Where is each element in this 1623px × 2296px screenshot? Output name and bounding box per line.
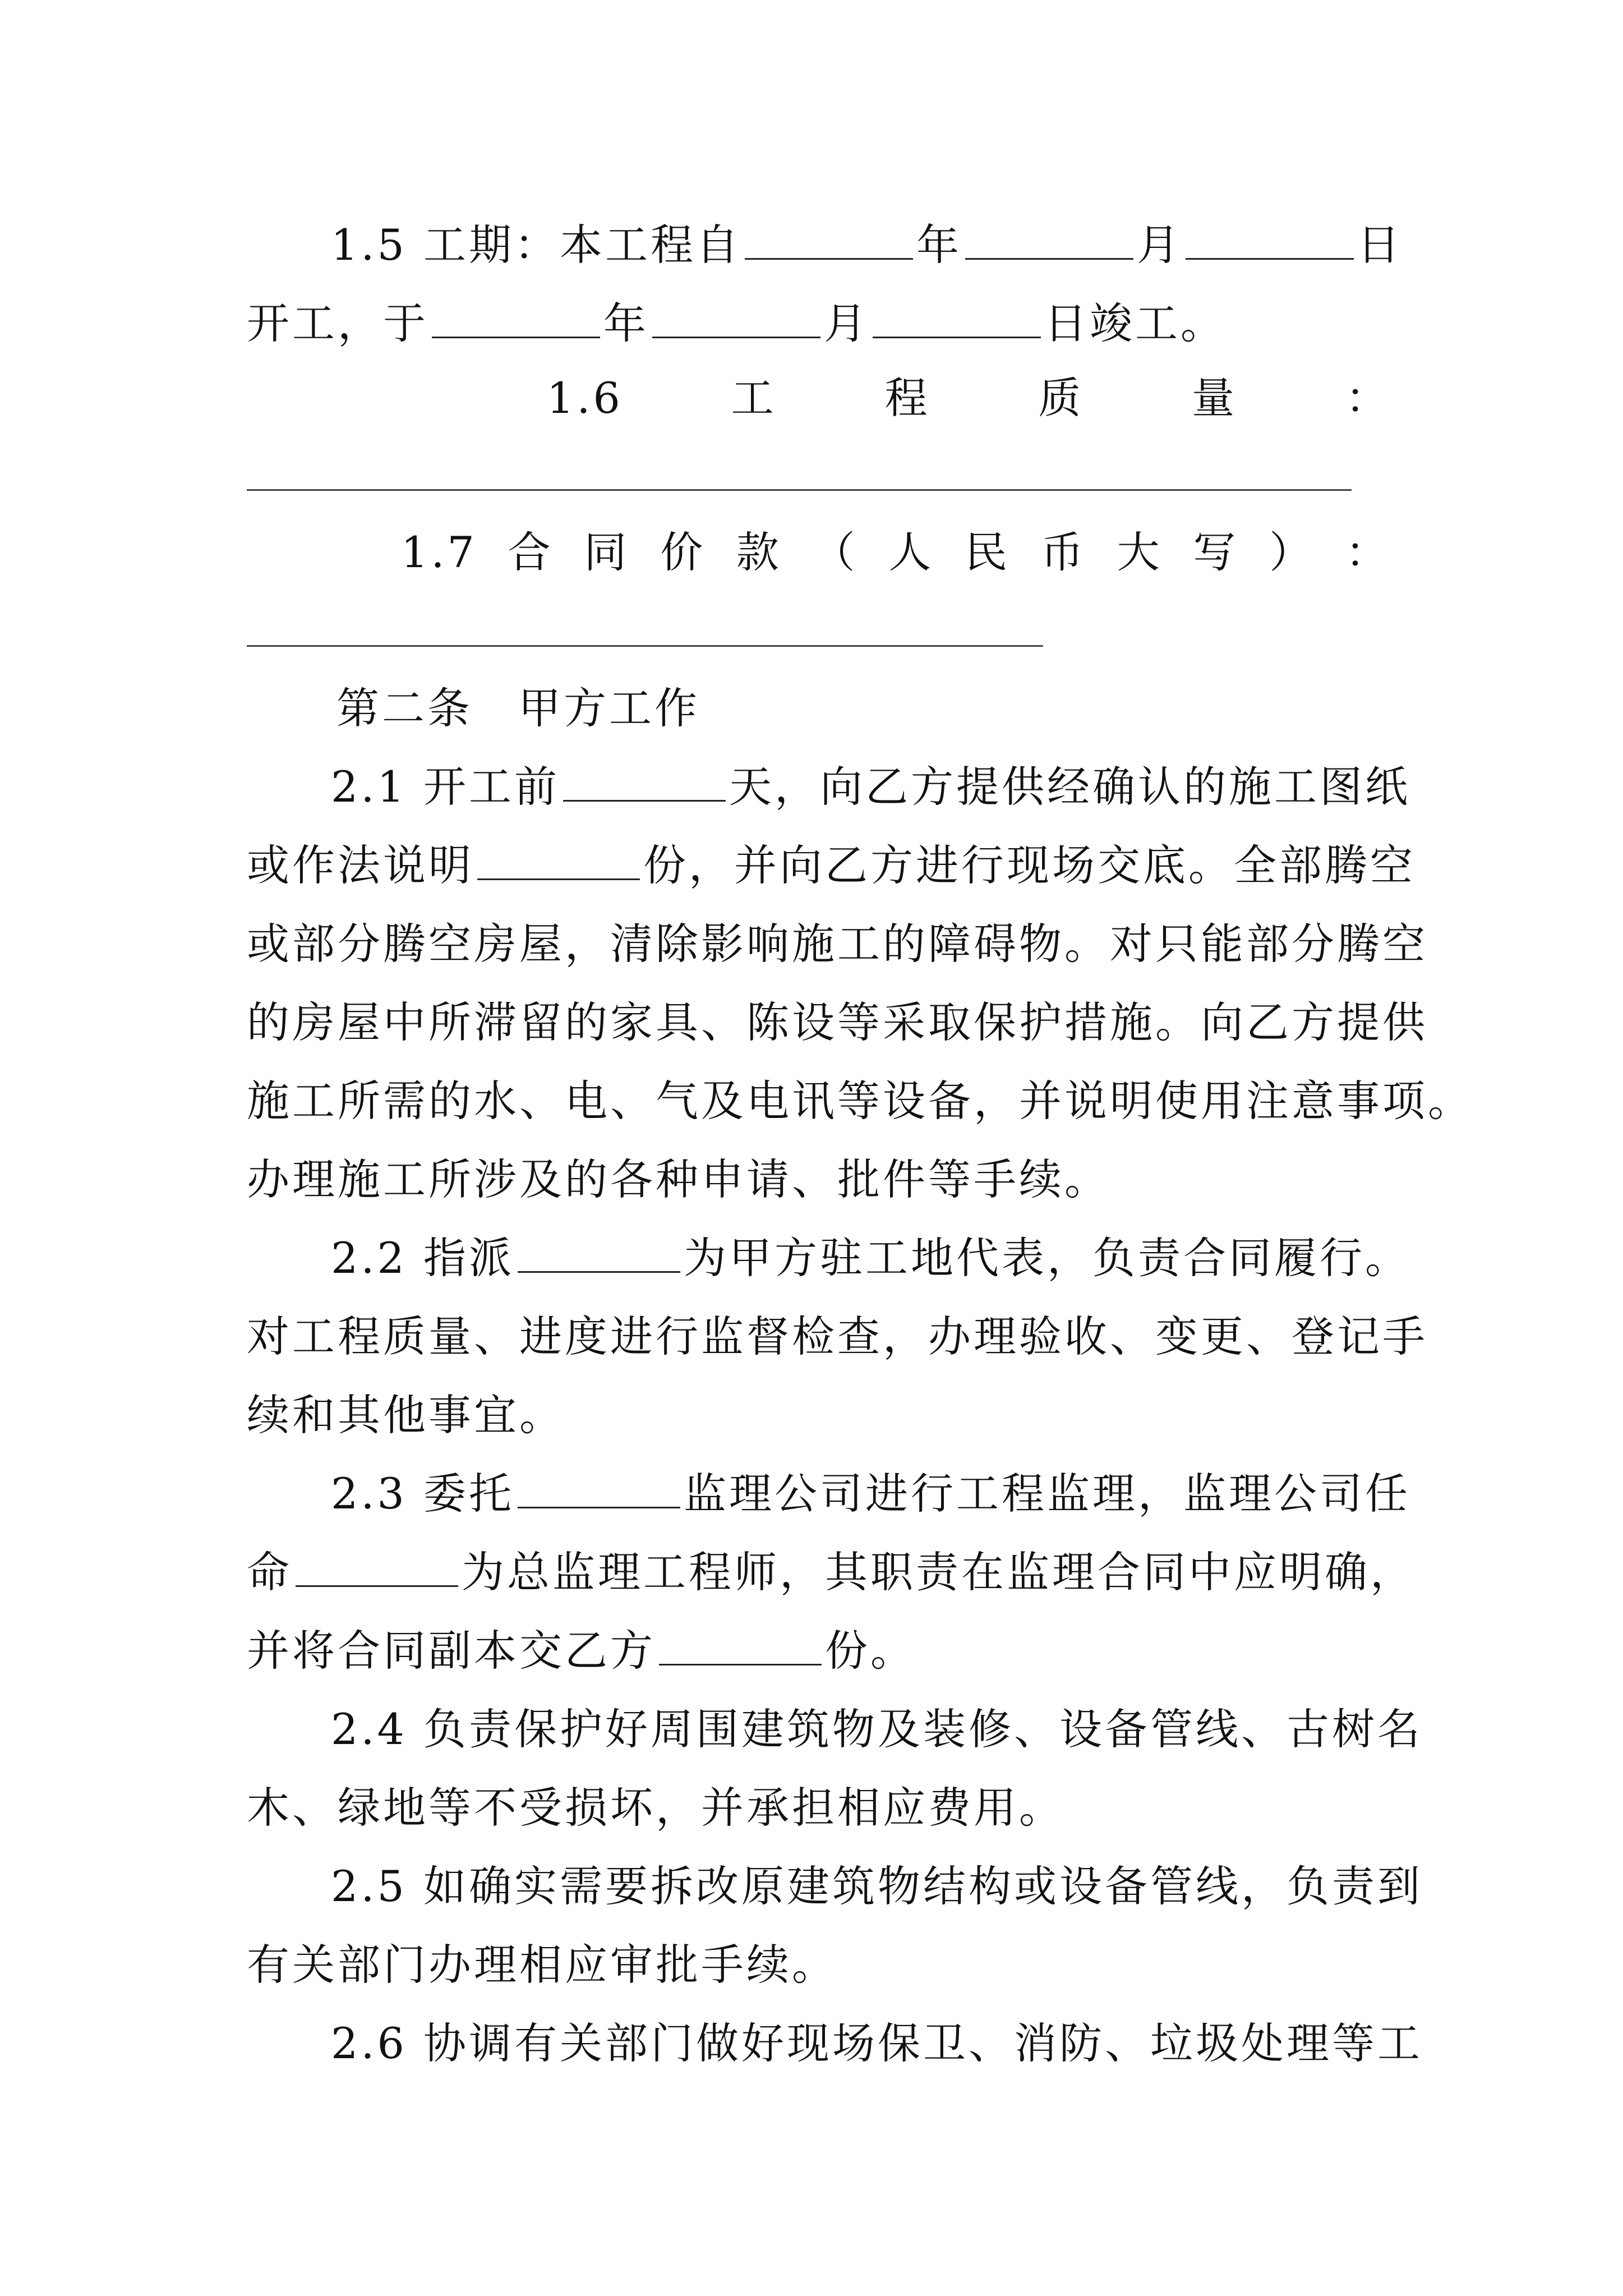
clause-text: 对工程质量、进度进行监督检查，办理验收、变更、登记手	[247, 1312, 1428, 1361]
clause-2-3-line-2	[247, 1544, 1415, 1600]
clause-text: 日竣工。	[1044, 298, 1226, 348]
clause-2-5-line-1	[247, 1858, 1423, 1915]
clause-number: 2.6	[331, 2018, 407, 2068]
spaced-char: 合	[508, 527, 554, 577]
blank-field	[432, 302, 600, 338]
blank-field	[965, 223, 1133, 260]
clause-text: 日	[1357, 220, 1403, 270]
blank-field	[563, 765, 726, 802]
clause-text: 负责保护好周围建筑物及装修、设备管线、古树名	[423, 1704, 1423, 1754]
clause-text: 施工所需的水、电、气及电讯等设备，并说明使用注意事项。	[247, 1076, 1473, 1126]
clause-text: 开工前	[423, 762, 560, 812]
blank-field	[745, 223, 913, 260]
clause-text: 月	[824, 298, 869, 348]
clause-text: 份。	[825, 1626, 916, 1676]
spaced-char: 币	[1040, 527, 1086, 577]
spaced-char: 程	[884, 373, 930, 423]
blank-field	[296, 1550, 458, 1587]
clause-number: 2.5	[331, 1861, 407, 1911]
spaced-char: 质	[1038, 373, 1084, 423]
clause-text: 为甲方驻工地代表，负责合同履行。	[684, 1233, 1411, 1283]
clause-text: 的房屋中所滞留的家具、陈设等采取保护措施。向乙方提供	[247, 997, 1428, 1047]
section-title: 第二条 甲方工作	[336, 683, 700, 733]
clause-1-5-line-1	[247, 217, 1403, 273]
clause-2-6-line-1	[247, 2016, 1423, 2072]
clause-number: 2.4	[331, 1704, 407, 1754]
spaced-char: 价	[660, 527, 706, 577]
clause-text: 开工，于	[247, 298, 428, 348]
clause-2-3-line-3	[247, 1623, 1391, 1679]
clause-text: 月	[1137, 220, 1183, 270]
clause-number: 2.3	[331, 1469, 407, 1519]
spaced-char: ）	[1269, 527, 1315, 577]
clause-2-1-line-2	[247, 838, 1415, 894]
blank-line	[247, 489, 1352, 491]
blank-field	[659, 1629, 822, 1665]
spaced-char: 人	[888, 527, 934, 577]
spaced-char: 大	[1117, 527, 1163, 577]
spaced-char: 工	[731, 373, 777, 423]
spaced-char: （	[812, 527, 858, 577]
clause-2-1-line-1	[247, 759, 1411, 815]
clause-text: 为总监理工程师，其职责在监理合同中应明确，	[462, 1547, 1415, 1597]
clause-text: 如确实需要拆改原建筑物结构或设备管线，负责到	[423, 1861, 1423, 1911]
spaced-char: ：	[1345, 527, 1391, 577]
blank-field	[477, 844, 640, 880]
clause-text: 监理公司进行工程监理，监理公司任	[684, 1469, 1411, 1519]
blank-field	[652, 302, 820, 338]
clause-text: 指派	[423, 1233, 515, 1283]
clause-text: 命	[247, 1547, 292, 1597]
blank-field	[518, 1236, 680, 1273]
clause-text: 并将合同副本交乙方	[247, 1626, 656, 1676]
spaced-char: 同	[584, 527, 630, 577]
clause-text: 年	[916, 220, 962, 270]
clause-text: 或部分腾空房屋，清除影响施工的障碍物。对只能部分腾空	[247, 919, 1428, 969]
clause-number: 2.1	[331, 762, 407, 812]
clause-text: 天，向乙方提供经确认的施工图纸	[729, 762, 1411, 812]
spaced-char: 量	[1192, 373, 1238, 423]
clause-1-7-line	[401, 524, 1391, 581]
spaced-char: 写	[1193, 527, 1239, 577]
clause-text: 办理施工所涉及的各种申请、批件等手续。	[247, 1154, 1110, 1204]
clause-text: 或作法说明	[247, 840, 474, 890]
blank-field	[873, 302, 1041, 338]
clause-text: 委托	[423, 1469, 515, 1519]
spaced-char: 款	[736, 527, 782, 577]
clause-2-3-line-1	[247, 1466, 1411, 1522]
clause-number: 1.5	[331, 220, 407, 270]
blank-field	[518, 1472, 680, 1508]
spaced-char: ：	[1345, 373, 1391, 423]
clause-2-2-line-1	[247, 1230, 1411, 1286]
clause-number: 1.7	[401, 527, 477, 577]
clause-1-6-line	[547, 370, 1391, 426]
spaced-char: 民	[965, 527, 1011, 577]
clause-text: 年	[603, 298, 649, 348]
clause-number: 2.2	[331, 1233, 407, 1283]
clause-text: 有关部门办理相应审批手续。	[247, 1940, 837, 1990]
blank-line	[247, 645, 1043, 647]
clause-text: 木、绿地等不受损坏，并承担相应费用。	[247, 1783, 1064, 1833]
clause-1-5-line-2	[247, 296, 1391, 352]
clause-text: 工期：本工程自	[423, 220, 742, 270]
clause-text: 协调有关部门做好现场保卫、消防、垃圾处理等工	[423, 2018, 1423, 2068]
blank-field	[1186, 223, 1354, 260]
clause-text: 份，并向乙方进行现场交底。全部腾空	[643, 840, 1415, 890]
clause-2-4-line-1	[247, 1701, 1423, 1757]
clause-text: 续和其他事宜。	[247, 1390, 565, 1440]
clause-number: 1.6	[547, 373, 623, 423]
